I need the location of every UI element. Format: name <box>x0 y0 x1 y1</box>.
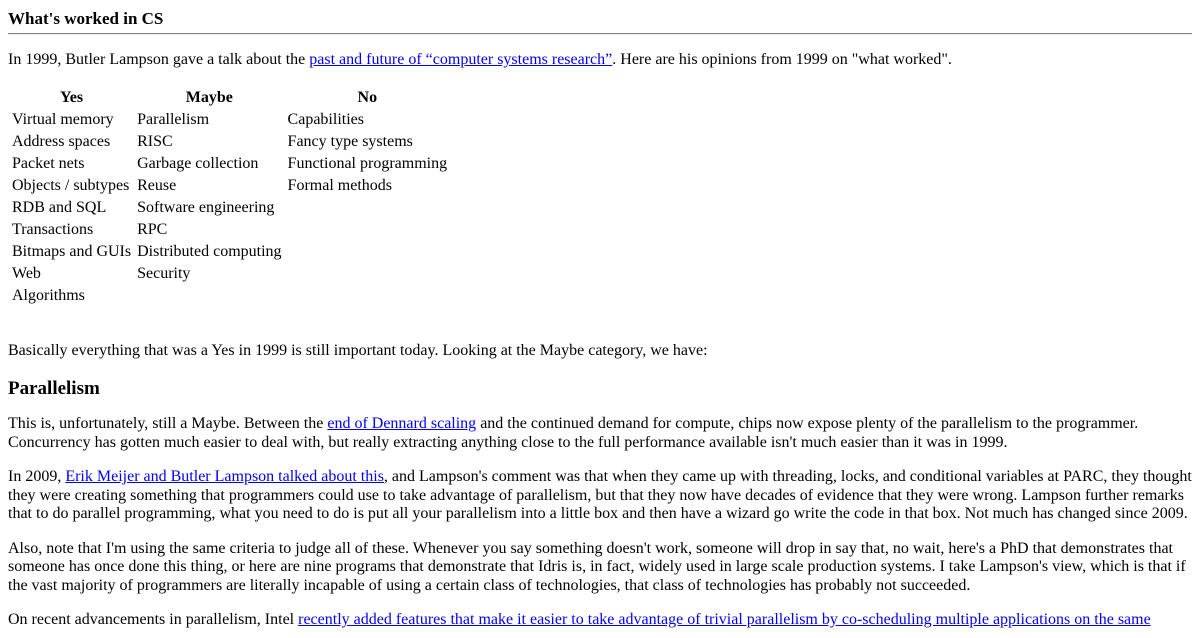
table-cell: Parallelism <box>137 110 210 128</box>
table-cell: Functional programming <box>287 154 448 172</box>
table-cell: Objects / subtypes <box>12 176 130 194</box>
col-header-no: No <box>357 88 378 106</box>
lampson-talk-link[interactable]: past and future of “computer systems research” <box>309 51 613 68</box>
table-cell: RDB and SQL <box>12 198 107 216</box>
table-row <box>10 132 449 152</box>
table-row <box>10 264 449 284</box>
table-cell: Bitmaps and GUIs <box>12 242 132 260</box>
p1-text-before: This is, unfortunately, still a Maybe. Between the <box>8 415 328 432</box>
col-header-maybe: Maybe <box>185 88 233 106</box>
parallelism-paragraph-3: Also, note that I'm using the same criteria to judge all of these. Whenever you say something doesn't work, someone will drop in say that, no wait, here's a PhD that demonstrates that someone has once done this thing, or here are nine programs that demonstrate that Idris is, in fact, widely used in large scale production systems. I take Lampson's view, which is that if the vast majority of programmers are literally incapable of using a certain class of technologies, that class of technologies has probably not succeeded. <box>8 539 1186 594</box>
table-cell <box>286 264 450 284</box>
parallelism-paragraph-2 <box>8 468 1192 524</box>
col-header-yes: Yes <box>60 88 84 106</box>
table-cell: Security <box>137 264 191 282</box>
page-title: What's worked in CS <box>8 9 164 28</box>
table-cell: Software engineering <box>137 198 275 216</box>
table-cell: Web <box>12 264 41 282</box>
table-cell: Algorithms <box>12 286 85 304</box>
p2-text-before: In 2009, <box>8 468 66 485</box>
intro-text-after: . Here are his opinions from 1999 on "what worked". <box>612 51 952 68</box>
parallelism-paragraph-1 <box>8 415 1192 452</box>
table-row <box>10 286 449 306</box>
intel-features-link[interactable]: recently added features that make it easier to take advantage of trivial parallelism by co-scheduling multiple applications on the same <box>298 611 1151 628</box>
table-cell: Virtual memory <box>12 110 114 128</box>
table-cell <box>286 220 450 240</box>
table-cell <box>286 286 450 306</box>
table-cell: RISC <box>137 132 173 150</box>
table-cell: Fancy type systems <box>287 132 413 150</box>
intro-text-before: In 1999, Butler Lampson gave a talk about the <box>8 51 310 68</box>
table-cell <box>286 198 450 218</box>
table-row <box>10 176 449 196</box>
p1-text-after: and the continued demand for compute, chips now expose plenty of the parallelism to the programmer. Concurrency has gotten much easier to deal with, but really extracting anything close to the full performance available isn't much easier than it was in 1999. <box>8 415 1139 451</box>
table-cell: Reuse <box>137 176 177 194</box>
p4-text-before: On recent advancements in parallelism, Intel <box>8 611 299 628</box>
table-row <box>10 110 449 130</box>
table-cell: Distributed computing <box>137 242 282 260</box>
table-row <box>10 220 449 240</box>
table-row <box>10 198 449 218</box>
worked-table <box>8 86 451 308</box>
table-cell: Address spaces <box>12 132 111 150</box>
table-cell: Transactions <box>12 220 94 238</box>
parallelism-paragraph-4 <box>8 611 1192 630</box>
table-cell: Formal methods <box>287 176 392 194</box>
summary-paragraph: Basically everything that was a Yes in 1999 is still important today. Looking at the Maybe category, we have: <box>8 341 708 359</box>
title-divider <box>8 33 1192 35</box>
table-cell: Capabilities <box>287 110 364 128</box>
table-row <box>10 242 449 262</box>
meijer-lampson-talk-link[interactable]: Erik Meijer and Butler Lampson talked about this <box>65 468 384 485</box>
intro-paragraph <box>8 51 1192 70</box>
table-cell <box>135 286 283 306</box>
dennard-scaling-link[interactable]: end of Dennard scaling <box>327 415 477 432</box>
section-heading-parallelism: Parallelism <box>8 378 100 399</box>
p2-text-after: , and Lampson's comment was that when they came up with threading, locks, and conditional variables at PARC, they thought they were creating something that programmers could use to take advantage of parallelism, but that they now have decades of evidence that they were wrong. Lampson further remarks that to do parallel programming, what you need to do is put all your parallelism into a little box and then have a wizard go write the code in that box. Not much has changed since 2009. <box>8 468 1192 522</box>
table-cell <box>286 242 450 262</box>
table-row <box>10 154 449 174</box>
table-header-row <box>10 88 449 108</box>
table-cell: Packet nets <box>12 154 85 172</box>
table-cell: Garbage collection <box>137 154 259 172</box>
table-cell: RPC <box>137 220 168 238</box>
